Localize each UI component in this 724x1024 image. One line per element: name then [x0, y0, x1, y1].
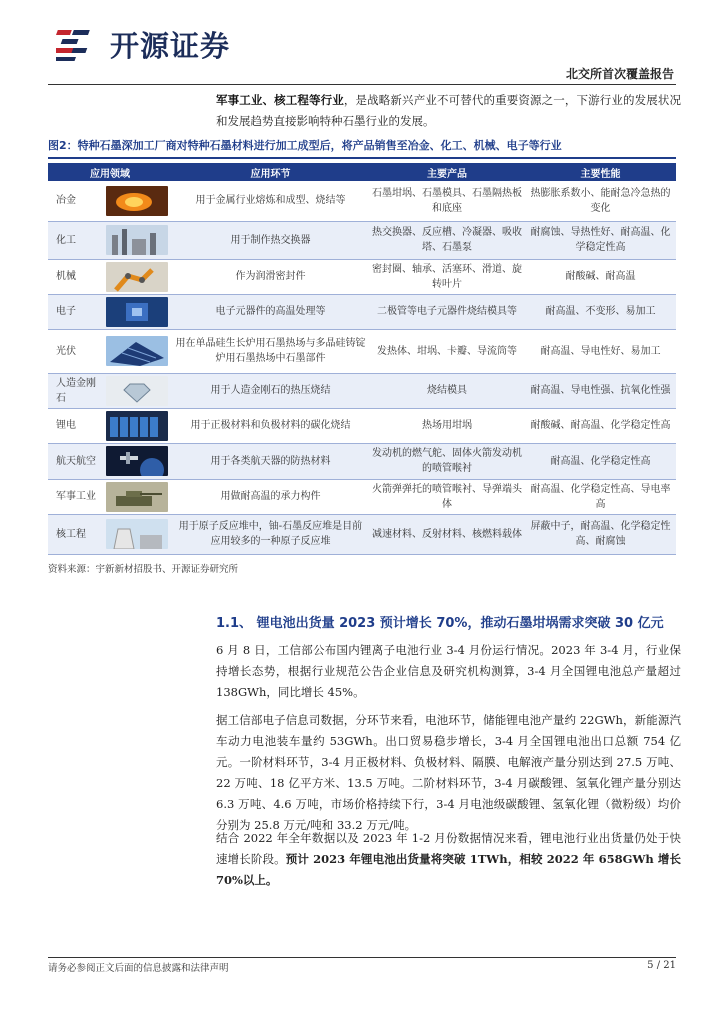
solar-panel-image [106, 336, 168, 366]
cell-perf: 耐腐蚀、导热性好、耐高温、化学稳定性高 [525, 221, 676, 259]
chip-image [106, 297, 168, 327]
table-header-row [48, 163, 676, 181]
cell-image [102, 259, 172, 294]
intro-text: ，是战略新兴产业不可替代的重要资源之一，下游行业的发展状况和发展趋势直接影响特种石墨行业的发展。 [216, 93, 682, 128]
cell-image [102, 329, 172, 373]
disclaimer-note: 请务必参阅正文后面的信息披露和法律声明 [48, 963, 229, 974]
cell-products: 密封圈、轴承、活塞环、滑道、旋转叶片 [369, 259, 525, 294]
logo-mark-icon [56, 24, 102, 64]
header-field: 应用领域 [48, 163, 172, 181]
cell-image [102, 479, 172, 514]
cell-products: 发热体、坩埚、卡瓣、导流筒等 [369, 329, 525, 373]
cell-image [102, 514, 172, 554]
cell-image [102, 181, 172, 221]
cell-field: 人造金刚石 [48, 373, 102, 408]
cell-products: 石墨坩埚、石墨模具、石墨隔热板和底座 [369, 181, 525, 221]
paragraph-3 [216, 828, 681, 891]
cell-field: 冶金 [48, 181, 102, 221]
cell-perf: 耐高温、化学稳定性高、导电率高 [525, 479, 676, 514]
table-row [48, 514, 676, 554]
page-number: 5 / 21 [647, 960, 676, 971]
cell-image [102, 294, 172, 329]
cell-products: 火箭弹弹托的喷管喉衬、导弹端头体 [369, 479, 525, 514]
cell-perf: 耐高温、导电性好、易加工 [525, 329, 676, 373]
cell-link: 用于金属行业熔炼和成型、烧结等 [172, 181, 369, 221]
figure-source: 资料来源：宇新新材招股书、开源证券研究所 [48, 564, 239, 575]
header-products: 主要产品 [369, 163, 525, 181]
cell-products: 二极管等电子元器件烧结模具等 [369, 294, 525, 329]
report-type-label: 北交所首次覆盖报告 [565, 67, 674, 81]
cell-link: 用于正极材料和负极材料的碳化烧结 [172, 408, 369, 443]
intro-bold-text: 军事工业、核工程等行业 [216, 93, 344, 107]
table-row [48, 221, 676, 259]
table-row [48, 259, 676, 294]
table-row [48, 294, 676, 329]
cell-link: 作为润滑密封件 [172, 259, 369, 294]
cell-perf: 热膨胀系数小、能耐急冷急热的变化 [525, 181, 676, 221]
cell-link: 电子元器件的高温处理等 [172, 294, 369, 329]
cell-perf: 耐高温、不变形、易加工 [525, 294, 676, 329]
cell-link: 用于各类航天器的防热材料 [172, 443, 369, 479]
logo-text: 开源证券 [110, 28, 231, 63]
cell-products: 热场用坩埚 [369, 408, 525, 443]
company-logo [56, 22, 230, 66]
cell-perf: 耐酸碱、耐高温 [525, 259, 676, 294]
diamond-image [106, 376, 168, 406]
paragraph-3-text: 结合 2022 年全年数据以及 2023 年 1-2 月份数据情况来看，锂电池行业出货量仍处于快速增长阶段。 [216, 831, 681, 866]
cell-link: 用于原子反应堆中，铀-石墨反应堆是目前应用较多的一种原子反应堆 [172, 514, 369, 554]
cell-field: 航天航空 [48, 443, 102, 479]
cell-products: 发动机的燃气舵、固体火箭发动机的喷管喉衬 [369, 443, 525, 479]
nuclear-plant-image [106, 519, 168, 549]
footer-divider [48, 957, 676, 958]
cell-perf: 耐高温、导电性强、抗氧化性强 [525, 373, 676, 408]
figure-title: 图2：特种石墨深加工厂商对特种石墨材料进行加工成型后，将产品销售至冶金、化工、机械、电子等行业 [48, 137, 676, 159]
table-row [48, 479, 676, 514]
section-title [216, 612, 664, 631]
cell-field: 锂电 [48, 408, 102, 443]
aerospace-image [106, 446, 168, 476]
table-row [48, 373, 676, 408]
robot-arm-image [106, 262, 168, 292]
cell-field: 核工程 [48, 514, 102, 554]
table-row [48, 408, 676, 443]
chemical-plant-image [106, 225, 168, 255]
cell-perf: 屏蔽中子，耐高温、化学稳定性高、耐腐蚀 [525, 514, 676, 554]
cell-field: 电子 [48, 294, 102, 329]
cell-field: 光伏 [48, 329, 102, 373]
table-row [48, 329, 676, 373]
cell-field: 化工 [48, 221, 102, 259]
header-perf: 主要性能 [525, 163, 676, 181]
cell-perf: 耐酸碱、耐高温、化学稳定性高 [525, 408, 676, 443]
battery-image [106, 411, 168, 441]
cell-field: 军事工业 [48, 479, 102, 514]
paragraph-2: 据工信部电子信息司数据，分环节来看，电池环节，储能锂电池产量约 22GWh，新能源汽车动力电池装车量约 53GWh。出口贸易稳步增长，3-4 月全国锂电池出口总额 754 亿元。一阶材料环节，3-4 月正极材料、负极材料、隔膜、电解液产量分别达到 27.5 万吨、22 万吨、18 亿平方米、13.5 万吨。二阶材料环节，3-4 月碳酸锂、氢氧化锂产量分别达 6.3 万吨、4.6 万吨，市场价格持续下行，3-4 月电池级碳酸锂、氢氧化锂（微粉级）均价分别为 25.8 万元/吨和 33.2 万元/吨。 [216, 713, 681, 832]
cell-image [102, 373, 172, 408]
table-row [48, 181, 676, 221]
table-row [48, 443, 676, 479]
paragraph-1: 6 月 8 日，工信部公布国内锂离子电池行业 3-4 月份运行情况。2023 年 3-4 月，行业保持增长态势，根据行业规范公告企业信息及研究机构测算，3-4 月全国锂电池总产量超过 138GWh，同比增长 45%。 [216, 643, 681, 699]
cell-image [102, 408, 172, 443]
cell-products: 减速材料、反射材料、核燃料载体 [369, 514, 525, 554]
header-link: 应用环节 [172, 163, 369, 181]
cell-perf: 耐高温、化学稳定性高 [525, 443, 676, 479]
cell-link: 用于制作热交换器 [172, 221, 369, 259]
application-table [48, 163, 676, 555]
cell-products: 热交换器、反应槽、冷凝器、吸收塔、石墨泵 [369, 221, 525, 259]
cell-link: 用做耐高温的承力构件 [172, 479, 369, 514]
section-number: 1.1、 [216, 616, 253, 631]
cell-products: 烧结模具 [369, 373, 525, 408]
tank-image [106, 482, 168, 512]
section-heading: 锂电池出货量 2023 预计增长 70%，推动石墨坩埚需求突破 30 亿元 [256, 616, 664, 631]
intro-paragraph [216, 90, 681, 132]
paragraph-3-bold: 预计 2023 年锂电池出货量将突破 1TWh，相较 2022 年 658GWh 增长 70%以上。 [216, 852, 681, 887]
cell-link: 用在单晶硅生长炉用石墨热场与多晶硅铸锭炉用石墨热场中石墨部件 [172, 329, 369, 373]
cell-link: 用于人造金刚石的热压烧结 [172, 373, 369, 408]
cell-image [102, 221, 172, 259]
header-divider [48, 84, 676, 85]
cell-field: 机械 [48, 259, 102, 294]
metallurgy-image [106, 186, 168, 216]
cell-image [102, 443, 172, 479]
